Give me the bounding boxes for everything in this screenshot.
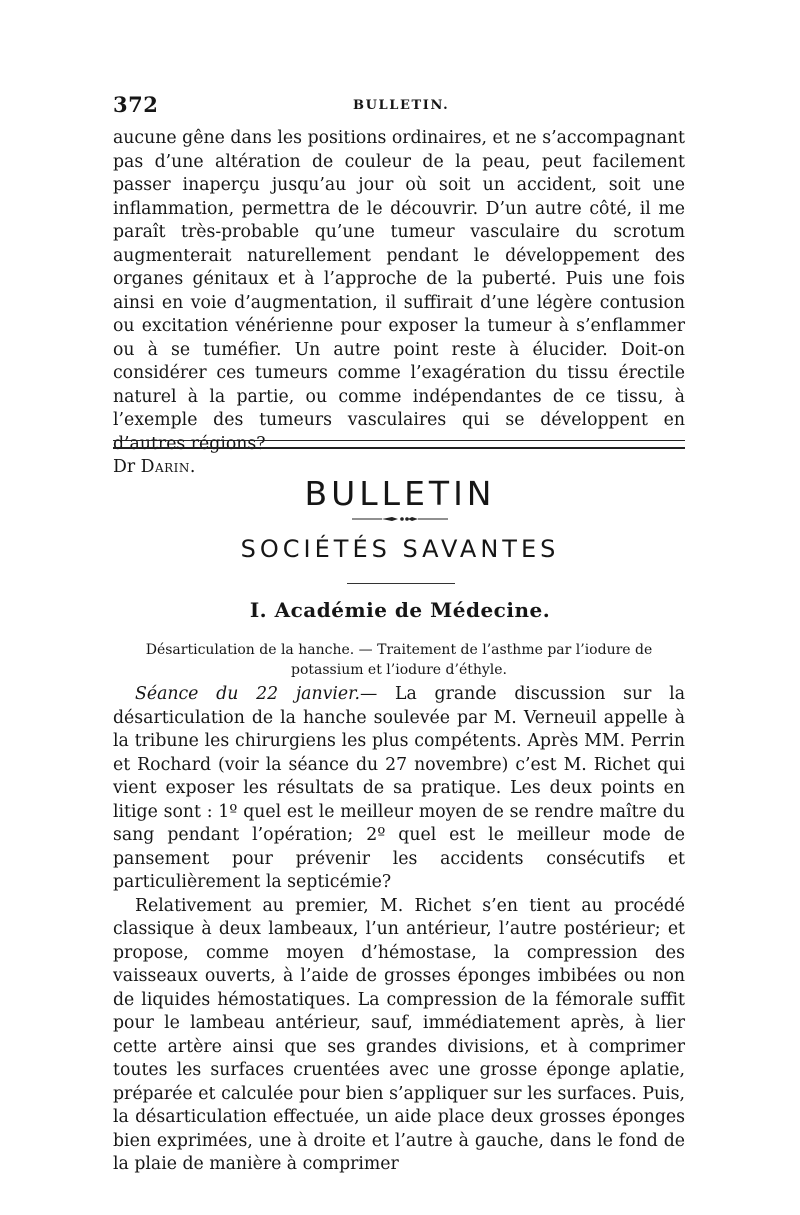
section-subtitle: SOCIÉTÉS SAVANTES <box>240 535 560 563</box>
section-divider <box>113 440 685 449</box>
body-text <box>113 683 685 1177</box>
signature-name: Darin. <box>140 457 196 477</box>
section-summary: Désarticulation de la hanche. — Traitement de l’asthme par l’iodure de potassium et l’iodure d’éthyle. <box>145 642 653 678</box>
running-head <box>113 92 687 120</box>
body-paragraph-1 <box>113 683 685 895</box>
running-title: BULLETIN. <box>353 98 450 113</box>
section-heading: I. Académie de Médecine. <box>249 598 551 622</box>
bulletin-title: BULLETIN <box>304 474 496 513</box>
intro-paragraph: aucune gêne dans les positions ordinaires, et ne s’accompagnant pas d’une altération de couleur de la peau, peut facilement passer inaperçu jusqu’au jour où soit un accident, soit une inflammation, permettra de le découvrir. D’un autre côté, il me paraît très-probable qu’une tumeur vasculaire du scrotum augmenterait naturellement pendant le développement des organes génitaux et à l’approche de la puberté. Puis une fois ainsi en voie d’augmentation, il suffirait d’une légère contusion ou excitation vénérienne pour exposer la tumeur à s’enflammer ou à se tuméfier. Un autre point reste à élucider. Doit-on considérer ces tumeurs comme l’exagération du tissu érectile naturel à la partie, ou comme indépendantes de ce tissu, à l’exemple des tumeurs vasculaires qui se développent en d’autres régions? <box>113 128 685 454</box>
seance-label: Séance du 22 janvier. <box>135 684 360 704</box>
short-divider <box>347 583 455 584</box>
ornament-divider <box>352 514 448 524</box>
page-number: 372 <box>113 92 159 117</box>
signature-title: Dr <box>113 457 136 477</box>
body-paragraph-2: Relativement au premier, M. Richet s’en tient au procédé classique à deux lambeaux, l’un antérieur, l’autre postérieur; et propose, comme moyen d’hémostase, la compression des vaisseaux ouverts, à l’aide de grosses éponges imbibées ou non de liquides hémostatiques. La compression de la fémorale suffit pour le lambeau antérieur, sauf, immédiatement après, à lier cette artère ainsi que ses grandes divisions, et à comprimer toutes les surfaces cruentées avec une grosse éponge aplatie, préparée et calculée pour bien s’appliquer sur les surfaces. Puis, la désarticulation effectuée, un aide place deux grosses éponges bien exprimées, une à droite et l’autre à gauche, dans le fond de la plaie de manière à comprimer <box>113 895 685 1174</box>
intro-text <box>113 127 685 480</box>
paragraph-1-text: — La grande discussion sur la désarticulation de la hanche soulevée par M. Verneuil appelle à la tribune les chirurgiens les plus compétents. Après MM. Perrin et Rochard (voir la séance du 27 novembre) c’est M. Richet qui vient exposer les résultats de sa pratique. Les deux points en litige sont : 1º quel est le meilleur moyen de se rendre maître du sang pendant l’opération; 2º quel est le meilleur mode de pansement pour prévenir les accidents consécutifs et particulièrement la septicémie? <box>113 684 685 892</box>
